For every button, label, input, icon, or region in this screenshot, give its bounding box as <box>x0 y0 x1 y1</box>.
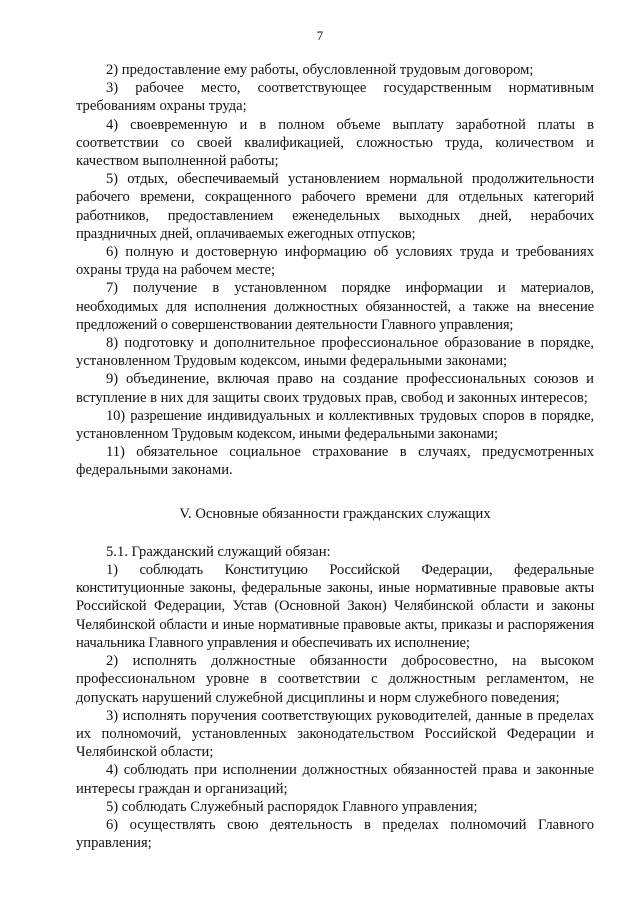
list-item: 3) рабочее место, соответствующее государственным нормативным требованиям охраны труда; <box>76 80 594 115</box>
duty-item: 1) соблюдать Конституцию Российской Федерации, федеральные конституционные законы, федеральные законы, иные нормативные правовые акты Российской Федерации, Устав (Основной Закон) Челябинской области и законы Челябинской области и иные нормативные правовые акты, приказы и распоряжения начальника Главного управления и обеспечивать их исполнение; <box>76 562 594 651</box>
page-number: 7 <box>316 28 324 43</box>
list-item: 7) получение в установленном порядке информации и материалов, необходимых для исполнения должностных обязанностей, а также на внесение предложений о совершенствовании деятельности Главного управления; <box>76 280 594 333</box>
list-item: 8) подготовку и дополнительное профессиональное образование в порядке, установленном Трудовым кодексом, иными федеральными законами; <box>76 335 594 370</box>
list-item: 11) обязательное социальное страхование в случаях, предусмотренных федеральными законами. <box>76 444 594 479</box>
list-item: 2) предоставление ему работы, обусловленной трудовым договором; <box>106 62 534 78</box>
section-heading: V. Основные обязанности гражданских служащих <box>179 505 491 522</box>
duty-item: 6) осуществлять свою деятельность в пределах полномочий Главного управления; <box>76 816 594 852</box>
section-intro: 5.1. Гражданский служащий обязан: <box>106 543 331 560</box>
list-item: 10) разрешение индивидуальных и коллективных трудовых споров в порядке, установленном Трудовым кодексом, иными федеральными законами; <box>76 407 594 443</box>
duty-item: 3) исполнять поручения соответствующих руководителей, данные в пределах их полномочий, установленных законодательством Российской Федерации и Челябинской области; <box>76 707 594 761</box>
list-item: 4) своевременную и в полном объеме выплату заработной платы в соответствии со своей квалификацией, сложностью труда, количеством и качеством выполненной работы; <box>76 116 594 170</box>
duty-item: 2) исполнять должностные обязанности добросовестно, на высоком профессиональном уровне в соответствии с должностным регламентом, не допускать нарушений служебной дисциплины и норм служебного поведения; <box>76 653 594 706</box>
duty-item: 5) соблюдать Служебный распорядок Главного управления; <box>106 798 478 815</box>
document-body <box>76 61 594 852</box>
list-item: 5) отдых, обеспечиваемый установлением нормальной продолжительности рабочего времени, сокращенного рабочего времени для отдельных категорий работников, предоставлением еженедельных выходных дней, нерабочих праздничных дней, оплачиваемых ежегодных отпусков; <box>76 171 594 242</box>
duty-item: 4) соблюдать при исполнении должностных обязанностей права и законные интересы граждан и организаций; <box>76 762 594 797</box>
list-item: 6) полную и достоверную информацию об условиях труда и требованиях охраны труда на рабочем месте; <box>76 244 594 279</box>
list-item: 9) объединение, включая право на создание профессиональных союзов и вступление в них для защиты своих трудовых прав, свобод и законных интересов; <box>76 371 594 406</box>
